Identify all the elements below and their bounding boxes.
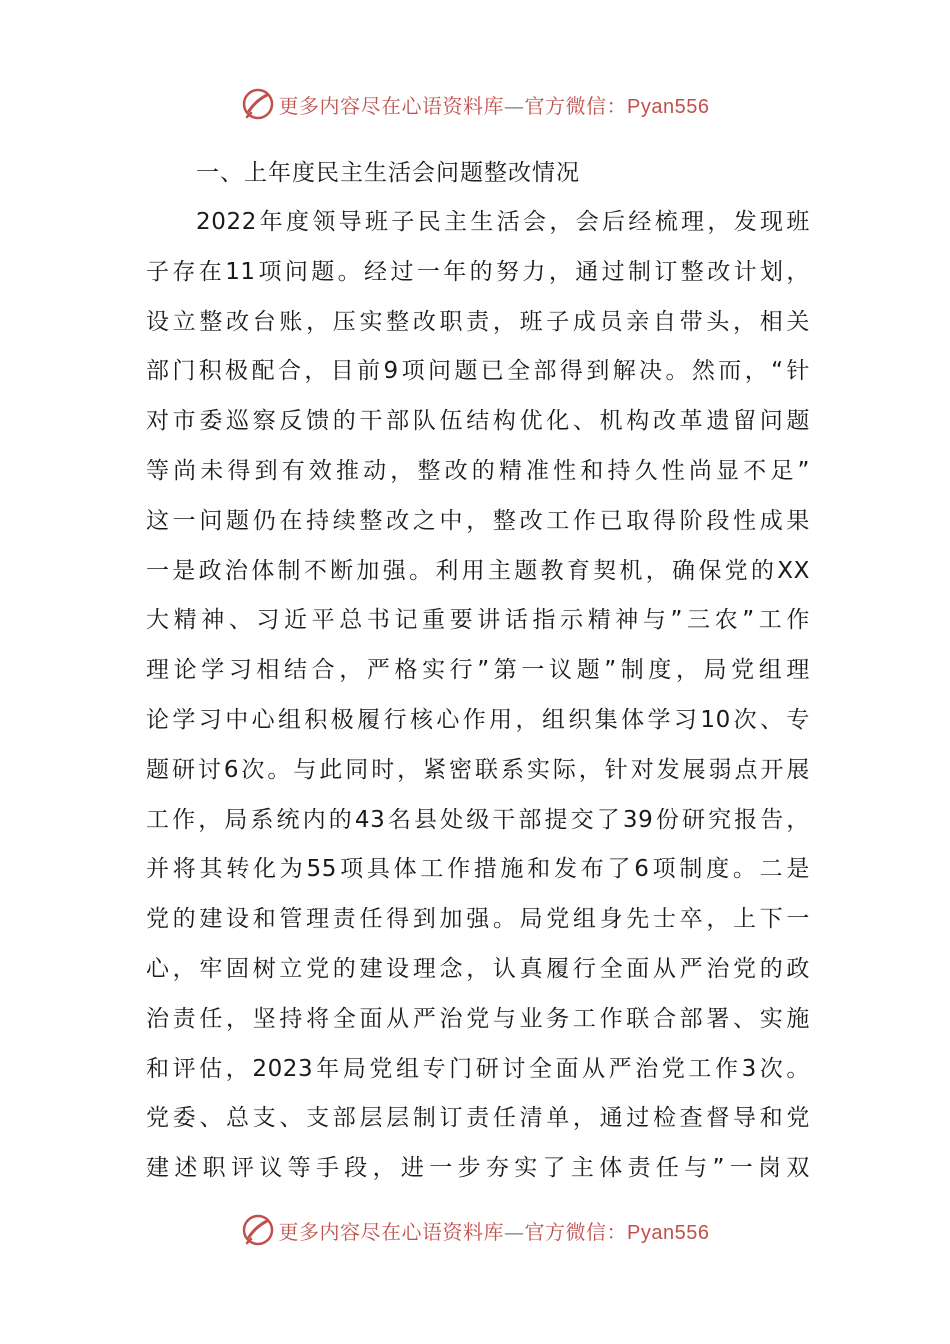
watermark-text bbox=[279, 90, 710, 119]
watermark-separator: — bbox=[504, 93, 525, 118]
body-line: 论学习中心组积极履行核心作用，组织集体学习10次、专 bbox=[146, 706, 810, 733]
body-line: 一是政治体制不断加强。利用主题教育契机，确保党的XX bbox=[146, 557, 810, 584]
body-line: 并将其转化为55项具体工作措施和发布了6项制度。二是 bbox=[146, 856, 810, 883]
body-line: 党委、总支、支部层层制订责任清单，通过检查督导和党 bbox=[146, 1105, 810, 1132]
body-line: 工作，局系统内的43名县处级干部提交了39份研究报告， bbox=[146, 806, 810, 833]
body-line: 和评估，2023年局党组专门研讨全面从严治党工作3次。 bbox=[146, 1055, 810, 1082]
section-heading: 一、上年度民主生活会问题整改情况 bbox=[196, 160, 580, 186]
watermark-banner-top bbox=[0, 86, 950, 122]
pen-logo-icon bbox=[241, 1213, 275, 1247]
body-line: 子存在11项问题。经过一年的努力，通过制订整改计划， bbox=[146, 258, 810, 285]
watermark-text bbox=[279, 1216, 710, 1245]
watermark-separator: — bbox=[504, 1219, 525, 1244]
body-line: 心，牢固树立党的建设理念，认真履行全面从严治党的政 bbox=[146, 955, 810, 982]
watermark-wechat-id: Pyan556 bbox=[627, 95, 710, 118]
body-line: 这一问题仍在持续整改之中，整改工作已取得阶段性成果 bbox=[146, 507, 810, 534]
body-line: 部门积极配合，目前9项问题已全部得到解决。然而，“针 bbox=[146, 358, 810, 385]
body-line: 大精神、习近平总书记重要讲话指示精神与”三农”工作 bbox=[146, 607, 810, 634]
watermark-title: 更多内容尽在心语资料库 bbox=[278, 1219, 505, 1244]
document-body bbox=[146, 148, 810, 1194]
body-line: 党的建设和管理责任得到加强。局党组身先士卒，上下一 bbox=[146, 906, 810, 933]
paragraph bbox=[146, 198, 810, 1194]
body-line: 治责任，坚持将全面从严治党与业务工作联合部署、实施 bbox=[146, 1005, 810, 1032]
body-line: 设立整改台账，压实整改职责，班子成员亲自带头，相关 bbox=[146, 308, 810, 335]
pen-logo-icon bbox=[241, 87, 275, 121]
watermark-wechat-id: Pyan556 bbox=[627, 1221, 710, 1244]
body-line: 等尚未得到有效推动，整改的精准性和持久性尚显不足” bbox=[146, 457, 810, 484]
watermark-banner-bottom bbox=[0, 1212, 950, 1248]
watermark-title: 更多内容尽在心语资料库 bbox=[278, 93, 505, 118]
body-line: 题研讨6次。与此同时，紧密联系实际，针对发展弱点开展 bbox=[146, 756, 810, 783]
body-line: 建述职评议等手段，进一步夯实了主体责任与”一岗双 bbox=[146, 1155, 810, 1182]
watermark-suffix: 官方微信： bbox=[524, 93, 628, 118]
body-line: 理论学习相结合，严格实行”第一议题”制度，局党组理 bbox=[146, 657, 810, 684]
watermark-suffix: 官方微信： bbox=[524, 1219, 628, 1244]
body-line: 2022年度领导班子民主生活会，会后经梳理，发现班 bbox=[196, 209, 810, 235]
body-line: 对市委巡察反馈的干部队伍结构优化、机构改革遗留问题 bbox=[146, 408, 810, 435]
